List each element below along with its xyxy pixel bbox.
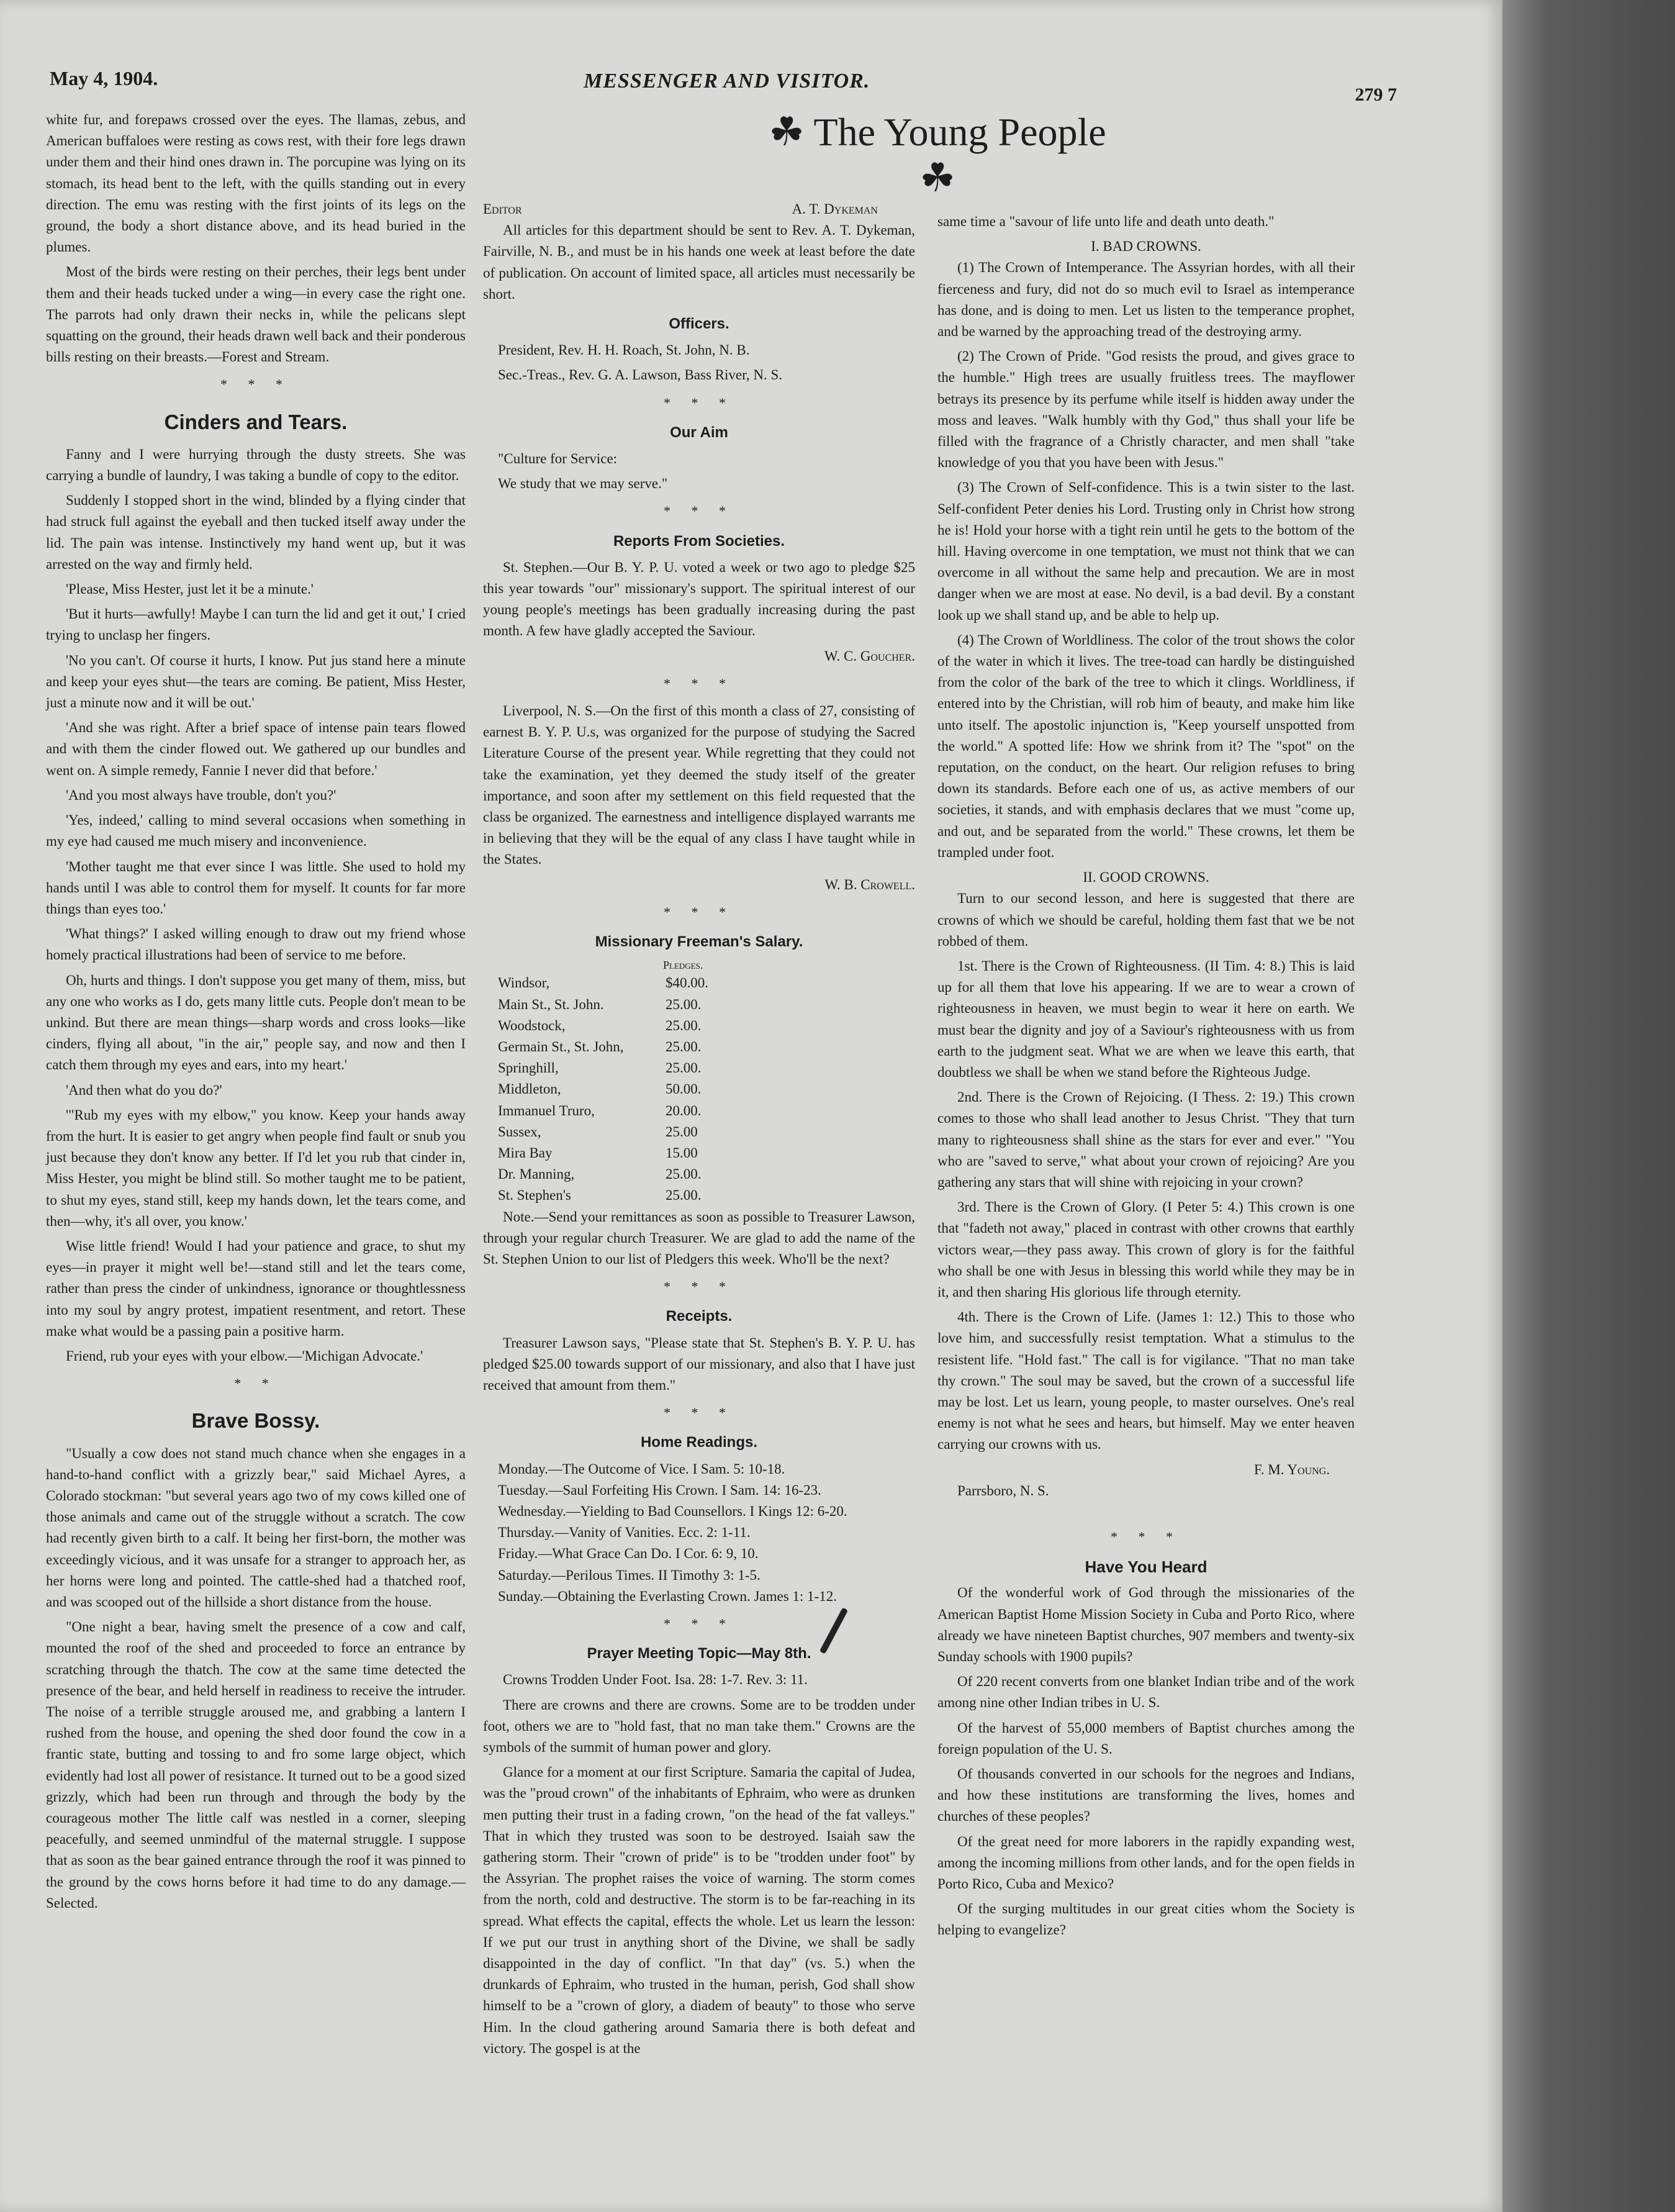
editor-label: Editor [483,201,522,217]
report-signature: W. C. Goucher. [824,648,915,664]
pledge-amount: 25.00. [666,1038,702,1054]
pledge-church: St. Stephen's [498,1187,571,1203]
divider-stars: * * * [664,503,734,519]
pledge-row [498,994,721,1015]
pledge-row [498,1100,721,1122]
pledge-church: Middleton, [498,1081,561,1097]
heard-paragraph: Of the surging multitudes in our great cities whom the Society is helping to evangelize? [937,1901,1355,1938]
divider-stars: * * * [220,376,291,392]
pledge-church: Woodstock, [498,1017,566,1033]
pledge-amount: 25.00. [666,1187,702,1203]
article-paragraph: 'Yes, indeed,' calling to mind several occasions when something in my eye had caused me much misery and inconvenience. [46,812,466,850]
article-title: Brave Bossy. [191,1409,320,1433]
article-paragraph: 'Mother taught me that ever since I was little. She used to hold my hands until I was able to control them for myself. It counts for far more things than eyes too.' [46,858,466,917]
section-heading: Officers. [669,315,729,333]
officer-line: President, Rev. H. H. Roach, St. John, N. B. [498,342,750,358]
crown-paragraph: Turn to our second lesson, and here is suggested that there are crowns of which we should be careful, holding them fast that we be not robbed of them. [937,891,1355,949]
article-paragraph: white fur, and forepaws crossed over the eyes. The llamas, zebus, and American buffaloes were resting as cows rest, with their fore legs drawn under them and their hind ones drawn in. The porcupine was lying on its stomach, its head bent to the left, with the quills standing out in every direction. The emu was resting with the first joints of its legs on the ground, the body a short distance above, and its head buried in the plumes. [46,112,466,255]
article-paragraph: Suddenly I stopped short in the wind, blinded by a flying cinder that had struck full against the eyeball and then tucked itself away under the lid. The pain was intense. Instinctively my hand went up, but it was arrested on the way and firmly held. [46,492,466,572]
reading-line: Friday.—What Grace Can Do. I Cor. 6: 9, 10. [498,1546,759,1562]
article-paragraph: Friend, rub your eyes with your elbow.—'Michigan Advocate.' [66,1348,423,1364]
pledge-row [498,1058,721,1079]
author-signature: F. M. Young. [1253,1461,1330,1477]
pledge-amount: 20.00. [666,1102,702,1118]
section-heading: Prayer Meeting Topic—May 8th. [587,1645,811,1662]
article-paragraph: 'What things?' I asked willing enough to draw out my friend whose homely practical illustrations had been of service to me before. [46,926,466,963]
aim-line: We study that we may serve." [498,476,668,492]
heard-paragraph: Of the wonderful work of God through the missionaries of the American Baptist Home Mission Society in Cuba and Porto Rico, where already we have nineteen Baptist churches, 907 members and twenty-six Sunday schools with 1900 pupils? [937,1585,1355,1664]
pledge-church: Dr. Manning, [498,1166,575,1182]
section-heading: Reports From Societies. [613,532,785,550]
article-paragraph: Wise little friend! Would I had your patience and grace, to shut my eyes—in prayer it might well be!—stand still and let the tears come, rather than press the cinder of unkindness, ignorance or thoughtlessness into my soul by angry protest, impatient resentment, and retort. These make what would be a passing pain a positive harm. [46,1238,466,1339]
reading-line: Saturday.—Perilous Times. II Timothy 3: 1-5. [498,1567,761,1583]
pledge-amount: 25.00. [666,1060,702,1076]
report-paragraph: St. Stephen.—Our B. Y. P. U. voted a week or two ago to pledge $25 this year towards "our" missionary's support. The spiritual interest of our young people's meetings has been gradually increasing during the past month. A few have gladly accepted the Saviour. [483,559,915,639]
report-signature: W. B. Crowell. [824,876,915,892]
divider-stars: * * * [664,1615,734,1631]
editor-name: A. T. Dykeman [792,201,878,217]
pledge-row [498,1122,721,1143]
divider-stars: * * * [664,904,734,920]
subheading: I. BAD CROWNS. [1091,238,1201,255]
article-paragraph: 'And you most always have trouble, don't you?' [66,787,336,803]
pledge-amount: 25.00. [666,1017,702,1033]
article-paragraph: 'No you can't. Of course it hurts, I know. Put jus stand here a minute and keep your eyes shut—the tears are coming. Be patient, Miss Hester, just a minute now and it will be out.' [46,652,466,711]
subheading: II. GOOD CROWNS. [1083,869,1209,886]
scan-background-edge [1502,0,1675,2212]
report-paragraph: Liverpool, N. S.—On the first of this month a class of 27, consisting of earnest B. Y. P. U.s, was organized for the purpose of studying the Sacred Literature Course of the present year. While regretting that they could not take the examination, yet they deemed the study itself of the greater importance, and soon after my settlement on this field requested that the class be organized. The earnestness and intelligence displayed warrants me in believing that they will be the equal of any class I have taught while in the States. [483,703,915,868]
heard-paragraph: Of the great need for more laborers in the rapidly expanding west, among the incoming millions from other lands, and for the open fields in Porto Rico, Cuba and Mexico? [937,1833,1355,1892]
pledge-amount: $40.00. [666,975,708,991]
pledge-row [498,1079,721,1100]
prayer-paragraph: Glance for a moment at our first Scripture. Samaria the capital of Judea, was the "proud crown" of the inhabitants of Ephraim, who were as drunken men putting their trust in a fading crown, "on the head of the fat valleys." That in which they trusted was soon to be destroyed. Isaiah saw the gathering storm. Their "crown of pride" is to be "trodden under foot" by the Assyrian. The prophet raises the voice of warning. The storm comes from the north, cold and destructive. The storm is to be far-reaching in its spread. What effects the capital, effects the whole. Let us learn the lesson: If we put our trust in anything short of the Divine, we shall be sadly disappointed in the day of conflict. "In that day" (vs. 5.) when the drunkards of Ephraim, who trusted in the human, perish, God shall show himself to be a "crown of glory, a diadem of beauty" to those who serve Him. In the cloud gathering around Samaria there is both defeat and victory. The gospel is at the [483,1764,915,2056]
page-number: 279 7 [1355,84,1397,105]
pledge-church: Mira Bay [498,1145,553,1161]
crown-paragraph: (4) The Crown of Worldliness. The color of the trout shows the color of the water in which it lives. The tree-toad can hardly be distinguished from the color of the bark of the tree to which it clings. Worldliness, if entered into by the Christian, will rob him of beauty, and make him like unto itself. The apostolic injunction is, "Keep yourself unspotted from the world." A spotted life: How we shrink from it? The "spot" on the reputation, on the conduct, on the heart. Our religion refuses to bring down its standards. Before each one of us, as active members of our societies, it stands, and with emphasis declares that we must "come up, and out, and be separated from the world." These crowns, let them be trampled under foot. [937,632,1355,860]
editor-line [483,199,915,220]
crown-paragraph: 3rd. There is the Crown of Glory. (I Peter 5: 4.) This crown is one that "fadeth not away," placed in contrast with other crowns that earthly victors wear,—they pass away. This crown of glory is for the faithful who shall be one with Jesus in blessing this world while they may be in it, and then sharing His glorious life through eternity. [937,1199,1355,1300]
leaf-ornament-icon: ☘ [769,110,814,154]
article-paragraph: Most of the birds were resting on their perches, their legs bent under them and their heads tucked under a wing—in every case the right one. The parrots had only drawn their necks in, while the pelicans slept squatting on the ground, their heads drawn well back and their ponderous bills resting on their breasts.—Forest and Stream. [46,264,466,365]
masthead [43,67,1459,104]
article-paragraph: 'And then what do you do?' [66,1082,222,1098]
article-paragraph: "One night a bear, having smelt the presence of a cow and calf, mounted the roof of the shed and proceeded to force an entrance by scratching through the thatch. The cow at the same time detected the presence of the bear, and held herself in readiness to receive the intruder. The noise of a terrible struggle aroused me, and grabbing a lantern I rushed from the house, and opening the shed door found the cow in a frantic state, butting and tossing to and fro some large object, which evidently had lost all power of resistance. It turned out to be a good sized grizzly, which had been run through and through the body by the courageous mother The little calf was nestled in a corner, sleeping peacefully, and seemed unmindful of the maternal struggle. I suppose that as soon as the bear gained entrance through the roof it was pinned to the ground by the cows horns before it had time to do any damage.—Selected. [46,1619,466,1911]
prayer-subtitle: Crowns Trodden Under Foot. Isa. 28: 1-7. Rev. 3: 11. [503,1672,808,1688]
divider-stars: * * * [1111,1528,1181,1544]
article-paragraph: "Usually a cow does not stand much chance when she engages in a hand-to-hand conflict with a grizzly bear," said Michael Ayres, a Colorado stockman: "but several years ago two of my cows killed one of those animals and came out of the struggle without a scratch. The cow had recently given birth to a calf. It being her first-born, the mother was exceedingly vicious, and it was unsafe for a stranger to approach her, as her horns were long and pointed. The cattle-shed had a thatched roof, and was scooped out of the hillside a short distance from the house. [46,1445,466,1610]
home-readings-list [483,1459,915,1607]
article-paragraph: Oh, hurts and things. I don't suppose you get many of them, miss, but any one who works as I do, gets many little cuts. People don't mean to be unkind. But there are mean things—sharp words and cross looks—like cinders, flying all about, "in the air," people say, and now and then I catch them through my eyes and ears, into my heart.' [46,972,466,1073]
crown-paragraph: (2) The Crown of Pride. "God resists the proud, and gives grace to the humble." High trees are usually fruitless trees. The mayflower betrays its presence by its perfume while itself is hidden away under the moss and leaves. "Walk humbly with thy God," thus shall your life be filled with the fragrance of a Christly character, and men shall "take knowledge of you that you have been with Jesus." [937,348,1355,471]
reading-line: Thursday.—Vanity of Vanities. Ecc. 2: 1-11. [498,1525,751,1541]
pledge-list [498,972,721,1206]
officer-line: Sec.-Treas., Rev. G. A. Lawson, Bass River, N. S. [498,367,782,383]
section-heading: Missionary Freeman's Salary. [595,933,803,951]
reading-line: Monday.—The Outcome of Vice. I Sam. 5: 10-18. [498,1461,785,1477]
pledge-church: Windsor, [498,975,550,991]
heard-paragraph: Of 220 recent converts from one blanket Indian tribe and of the work among nine other Indian tribes in U. S. [937,1674,1355,1711]
pledge-church: Germain St., St. John, [498,1038,624,1054]
divider-stars: * * * [664,1405,734,1421]
pledge-row [498,1015,721,1036]
article-title: Cinders and Tears. [164,410,348,433]
section-heading: Have You Heard [1085,1557,1208,1577]
column-middle [483,199,915,2063]
divider-stars: * * * [664,394,734,410]
article-paragraph: 'But it hurts—awfully! Maybe I can turn the lid and get it out,' I cried trying to unclasp her fingers. [46,606,466,643]
pledge-amount: 25.00. [666,996,702,1012]
pledge-church: Sussex, [498,1123,541,1140]
crown-paragraph: (3) The Crown of Self-confidence. This is a twin sister to the last. Self-confident Peter denies his Lord. Trusting only in Christ how strong he is! Hold your horse with a tight rein until he gets to the bottom of the hill. Having overcome in one temptation, we must not think that we can overcome in all without the same help and precaution. We are in most danger when we are most at ease. No devil, is a bad devil. By a constant look up we shall stand up, and be able to help up. [937,479,1355,623]
column-right [937,211,1355,1945]
pledge-church: Main St., St. John. [498,996,604,1012]
pledge-amount: 50.00. [666,1081,702,1097]
pledge-amount: 15.00 [666,1145,698,1161]
pledge-row [498,1164,721,1185]
reading-line: Tuesday.—Saul Forfeiting His Crown. I Sam. 14: 16-23. [498,1482,821,1498]
divider-stars: * * * [664,675,734,691]
column-left [46,109,466,1918]
issue-date: May 4, 1904. [50,67,158,89]
crown-paragraph: 2nd. There is the Crown of Rejoicing. (I Thess. 2: 19.) This crown comes to those who shall lead another to Jesus Christ. "They that turn many to righteousness shall shine as the stars for ever and ever." "You who are "saved to serve," what about your crown of rejoicing? Are you gathering any stars that will shine with rejoicing in your crown? [937,1089,1355,1190]
pledge-church: Immanuel Truro, [498,1102,595,1118]
section-title [751,109,1124,201]
section-heading: Receipts. [666,1308,733,1325]
prayer-paragraph: There are crowns and there are crowns. Some are to be trodden under foot, others we are to "hold fast, that no man take them." Crowns are the symbols of the summit of human power and glory. [483,1697,915,1755]
heard-paragraph: Of thousands converted in our schools for the negroes and Indians, and how these institutions are transforming the lives, homes and churches of these peoples? [937,1766,1355,1824]
pledge-church: Springhill, [498,1060,559,1076]
continued-paragraph: same time a "savour of life unto life and death unto death." [937,214,1275,229]
pledge-row [498,1185,721,1206]
pledges-label: Pledges. [663,959,703,972]
section-heading: Our Aim [670,424,728,441]
author-place: Parrsboro, N. S. [957,1482,1049,1498]
article-paragraph: Fanny and I were hurrying through the dusty streets. She was carrying a bundle of laundry, I was taking a bundle of copy to the editor. [46,446,466,484]
pledge-row [498,972,721,994]
reading-line: Sunday.—Obtaining the Everlasting Crown. James 1: 1-12. [498,1588,837,1604]
aim-line: "Culture for Service: [498,451,618,467]
divider-stars: * * [234,1376,278,1392]
crown-paragraph: 4th. There is the Crown of Life. (James 1: 12.) This to those who love him, and successfully resist temptation. What a stimulus to the resistent life. "Hold fast." The call is for vigilance. "That no man take thy crown." The soul may be saved, but the crown of a successful life may be lost. Let us learn, young people, to master ourselves. One's real enemy is not what he sees and hears, but himself. May we enter heaven carrying our crowns with us. [937,1309,1355,1453]
divider-stars: * * * [664,1279,734,1295]
pledge-row [498,1143,721,1164]
pledge-amount: 25.00. [666,1166,702,1182]
pledge-amount: 25.00 [666,1123,698,1140]
article-paragraph: 'Please, Miss Hester, just let it be a minute.' [66,581,314,597]
section-title-text: The Young People [813,110,1106,154]
heard-paragraph: Of the harvest of 55,000 members of Baptist churches among the foreign population of the U. S. [937,1720,1355,1757]
department-notice: All articles for this department should be sent to Rev. A. T. Dykeman, Fairville, N. B., and must be in his hands one week at least before the date of publication. On account of limited space, all articles must necessarily be short. [483,222,915,302]
article-paragraph: 'And she was right. After a brief space of intense pain tears flowed and with them the cinder flowed out. We gathered up our bundles and went on. A simple remedy, Fannie I never did that before.' [46,720,466,778]
paper-name: MESSENGER AND VISITOR. [584,70,870,93]
receipts-paragraph: Treasurer Lawson says, "Please state that St. Stephen's B. Y. P. U. has pledged $25.00 towards support of our missionary, and also that I have just received that amount from them." [483,1335,915,1393]
pledge-note: Note.—Send your remittances as soon as possible to Treasurer Lawson, through your regular church Treasurer. We are glad to add the name of the St. Stephen Union to our list of Pledgers this week. Who'll be the next? [483,1208,915,1267]
crown-paragraph: 1st. There is the Crown of Righteousness. (II Tim. 4: 8.) This is laid up for all them that love his appearing. If we are to wear a crown of righteousness in heaven, we must begin to wear it here on earth. We must bear the dignity and joy of a Saviour's righteousness with us from earth to the judgment seat. What we are when we leave this earth, that doubtless we shall be when we stand before the Righteous Judge. [937,958,1355,1080]
article-paragraph: '"Rub my eyes with my elbow," you know. Keep your hands away from the hurt. It is easier to get angry when people find fault or snub you just because they don't know any better. If I'd let you rub that cinder in, Miss Hester, you might be blind still. So mother taught me to be patient, to shut my eyes, stand still, keep my hands down, let the tears come, and then—why, it's all over, you know.' [46,1107,466,1229]
reading-line: Wednesday.—Yielding to Bad Counsellors. I Kings 12: 6-20. [498,1503,847,1519]
pledge-row [498,1036,721,1058]
crown-paragraph: (1) The Crown of Intemperance. The Assyrian hordes, with all their fierceness and fury, did not do so much evil to Israel as intemperance has done, and is doing to men. Let us listen to the temperance prophet, and be warned by the approaching tread of the destroying army. [937,260,1355,340]
section-heading: Home Readings. [640,1434,758,1451]
leaf-ornament-icon: ☘ [919,156,955,200]
